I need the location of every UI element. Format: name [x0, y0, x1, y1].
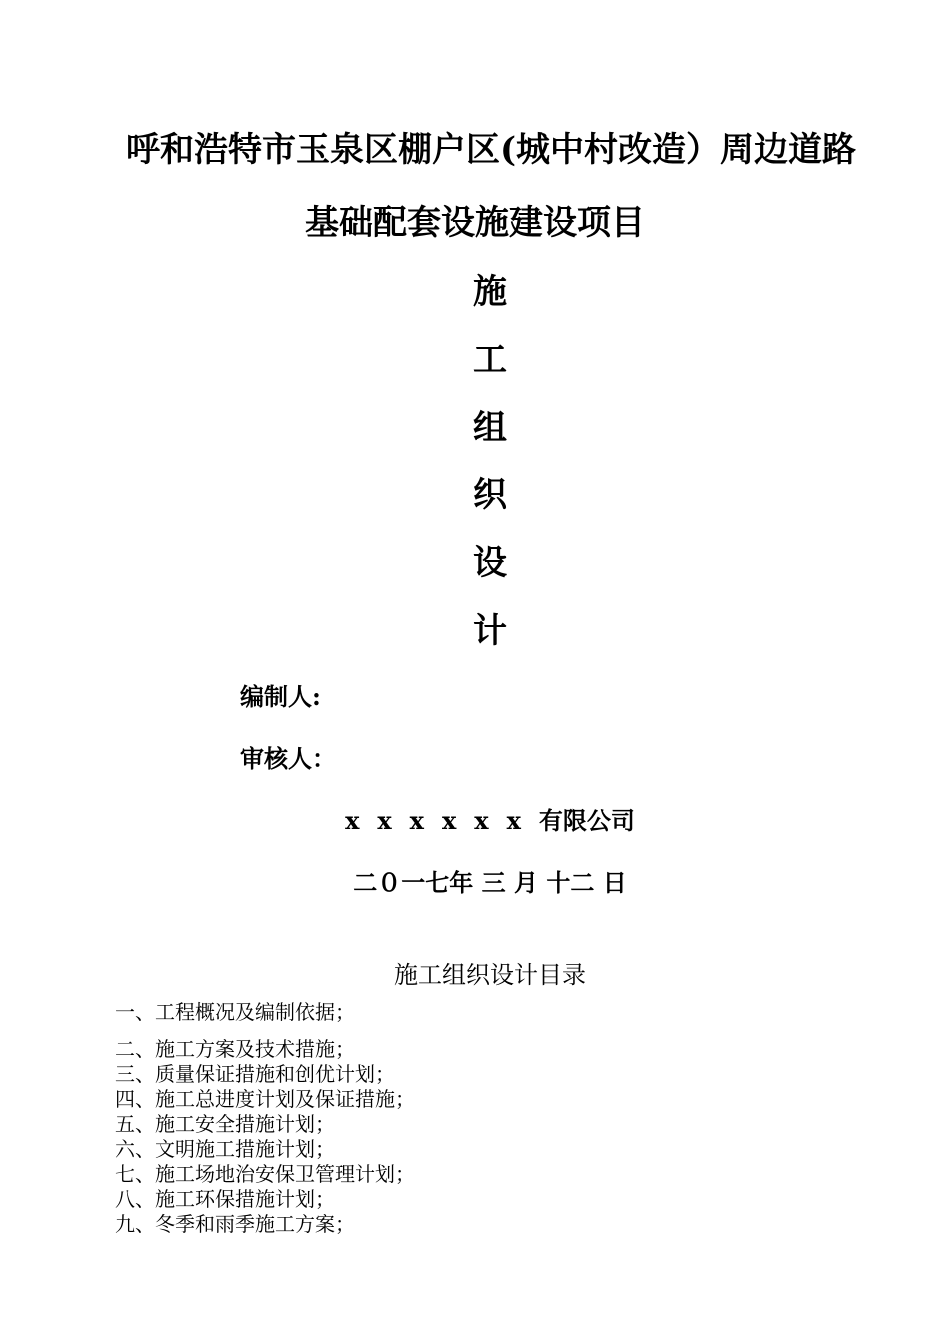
toc-item: 六、文明施工措施计划；: [115, 1137, 335, 1161]
toc-item: 七、施工场地治安保卫管理计划；: [115, 1162, 415, 1186]
toc-item: 五、施工安全措施计划；: [115, 1112, 335, 1136]
toc-title: 施工组织设计目录: [394, 961, 586, 989]
project-title-line-2: 基础配套设施建设项目: [305, 203, 645, 243]
company-name: [0, 806, 950, 836]
doc-type-char-5: 设: [473, 543, 507, 583]
doc-type-char-2: 工: [473, 340, 507, 380]
company-placeholder: xxxxxx: [345, 806, 539, 835]
toc-item: 九、冬季和雨季施工方案；: [115, 1212, 355, 1236]
toc-list: [115, 1000, 415, 1237]
toc-item: 二、施工方案及技术措施；: [115, 1037, 355, 1061]
company-suffix: 有限公司: [538, 806, 635, 835]
document-date: 二０一七年 三 月 十二 日: [353, 868, 627, 897]
doc-type-char-1: 施: [473, 272, 507, 312]
reviewer-label: 审核人：: [240, 744, 336, 773]
toc-item: 三、质量保证措施和创优计划；: [115, 1062, 395, 1086]
compiler-label: 编制人:: [240, 682, 321, 711]
toc-item: 一、工程概况及编制依据；: [115, 1000, 355, 1024]
toc-item: 八、施工环保措施计划；: [115, 1187, 335, 1211]
doc-type-char-3: 组: [473, 408, 507, 448]
toc-item: 四、施工总进度计划及保证措施；: [115, 1087, 415, 1111]
doc-type-char-6: 计: [473, 611, 507, 651]
project-title-line-1: 呼和浩特市玉泉区棚户区(城中村改造）周边道路: [125, 130, 857, 170]
doc-type-char-4: 织: [473, 475, 507, 515]
